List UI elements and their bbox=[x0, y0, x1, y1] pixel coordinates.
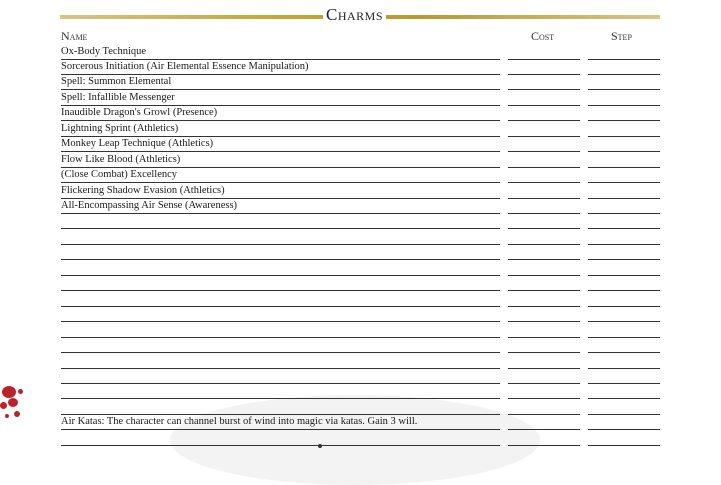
section-title: Charms bbox=[323, 5, 386, 25]
charm-row bbox=[0, 59, 721, 75]
charm-name[interactable] bbox=[61, 338, 500, 353]
charm-name[interactable] bbox=[61, 261, 500, 276]
charm-name[interactable]: All-Encompassing Air Sense (Awareness) bbox=[61, 199, 500, 214]
page-mark bbox=[318, 444, 322, 448]
charm-row bbox=[0, 137, 721, 153]
charm-name[interactable]: Lightning Sprint (Athletics) bbox=[61, 122, 500, 137]
charm-row bbox=[0, 338, 721, 354]
charm-name[interactable] bbox=[61, 369, 500, 384]
charm-name[interactable] bbox=[61, 431, 500, 446]
column-header-step: Step bbox=[611, 29, 632, 43]
charm-row bbox=[0, 260, 721, 276]
charm-row bbox=[0, 291, 721, 307]
charm-row bbox=[0, 368, 721, 384]
charm-row bbox=[0, 276, 721, 292]
charm-row bbox=[0, 183, 721, 199]
charm-name[interactable]: Monkey Leap Technique (Athletics) bbox=[61, 137, 500, 152]
charm-row bbox=[0, 90, 721, 106]
charm-name[interactable]: Sorcerous Initiation (Air Elemental Essence Manipulation) bbox=[61, 60, 500, 75]
charm-row bbox=[0, 384, 721, 400]
charm-row bbox=[0, 430, 721, 446]
charm-row bbox=[0, 199, 721, 215]
charm-row bbox=[0, 322, 721, 338]
column-header-cost: Cost bbox=[531, 29, 555, 43]
charm-name[interactable] bbox=[61, 384, 500, 399]
charm-row bbox=[0, 353, 721, 369]
charm-row bbox=[0, 44, 721, 60]
charm-row bbox=[0, 75, 721, 91]
charm-name[interactable] bbox=[61, 276, 500, 291]
charm-row bbox=[0, 229, 721, 245]
charm-row bbox=[0, 399, 721, 415]
charm-name[interactable] bbox=[61, 354, 500, 369]
charm-name[interactable] bbox=[61, 292, 500, 307]
charm-name[interactable]: (Close Combat) Excellency bbox=[61, 168, 500, 183]
charm-row bbox=[0, 168, 721, 184]
charm-name[interactable]: Inaudible Dragon's Growl (Presence) bbox=[61, 106, 500, 121]
charm-name[interactable]: Spell: Summon Elemental bbox=[61, 75, 500, 90]
charm-name[interactable]: Spell: Infallible Messenger bbox=[61, 91, 500, 106]
charm-name[interactable]: Flow Like Blood (Athletics) bbox=[61, 153, 500, 168]
charm-name[interactable]: Air Katas: The character can channel burst of wind into magic via katas. Gain 3 will. bbox=[61, 415, 500, 430]
charm-row bbox=[0, 307, 721, 323]
charm-step-field[interactable] bbox=[588, 444, 660, 446]
charm-row bbox=[0, 121, 721, 137]
charm-row bbox=[0, 214, 721, 230]
charm-name[interactable] bbox=[61, 214, 500, 229]
charm-name[interactable]: Ox-Body Technique bbox=[61, 45, 500, 60]
charm-name[interactable] bbox=[61, 400, 500, 415]
charm-name[interactable] bbox=[61, 307, 500, 322]
column-header-name: Name bbox=[61, 29, 88, 43]
charm-name[interactable]: Flickering Shadow Evasion (Athletics) bbox=[61, 184, 500, 199]
charm-name[interactable] bbox=[61, 245, 500, 260]
charm-name[interactable] bbox=[61, 323, 500, 338]
charm-cost-field[interactable] bbox=[508, 444, 580, 446]
charm-row bbox=[0, 415, 721, 431]
charm-name[interactable] bbox=[61, 230, 500, 245]
charm-row bbox=[0, 245, 721, 261]
charm-row bbox=[0, 152, 721, 168]
charm-row bbox=[0, 106, 721, 122]
